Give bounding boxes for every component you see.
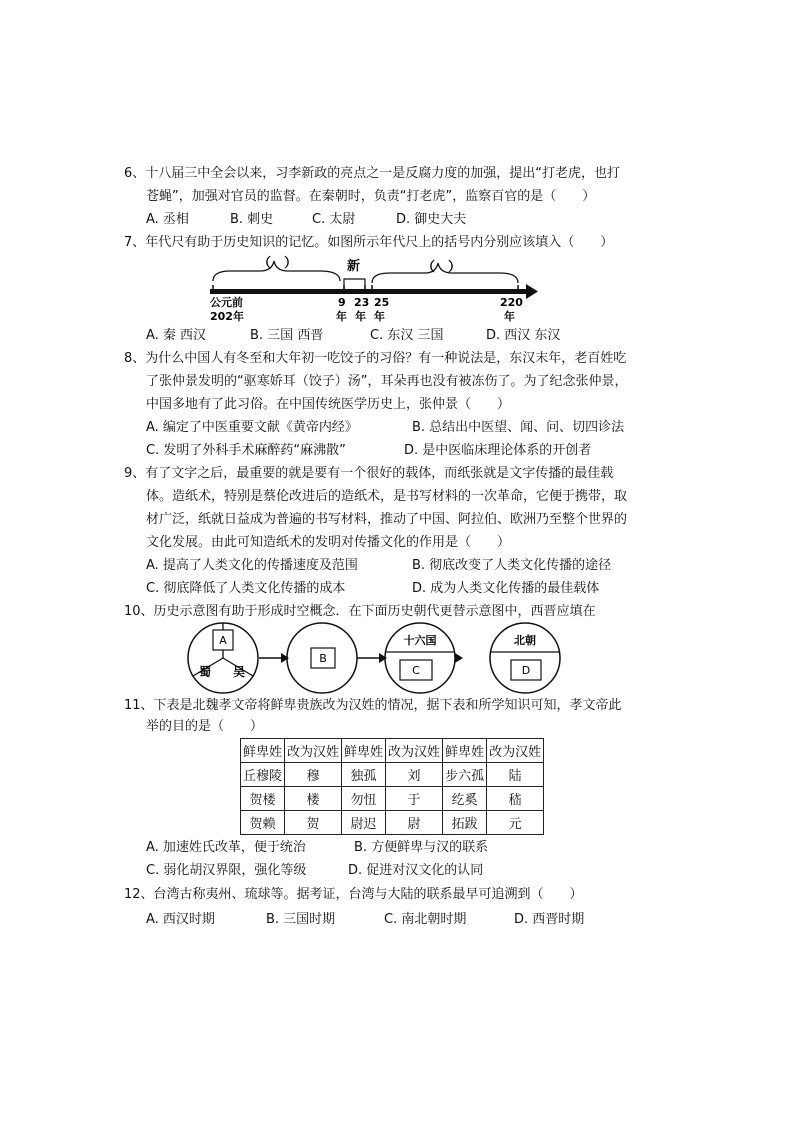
q11-option-a[interactable]: A. 加速姓氏改革，便于统治	[146, 840, 306, 855]
table-header-row	[241, 739, 544, 763]
q6-option-d[interactable]: D. 御史大夫	[396, 212, 467, 227]
q11-stem-line1: 11、下表是北魏孝文帝将鲜卑贵族改为汉姓的情况，据下表和所学知识可知，孝文帝此	[124, 698, 622, 713]
left-bracket-label: （ ）	[258, 256, 298, 271]
q7-stem-line1: 7、年代尺有助于历史知识的记忆。如图所示年代尺上的括号内分别应该填入（ ）	[124, 235, 614, 250]
timeline-tick-220-year: 年	[504, 310, 515, 323]
q9-stem-line3: 材广泛，纸就日益成为普遍的书写材料，推动了中国、阿拉伯、欧洲乃至整个世界的	[146, 512, 628, 527]
table-header-cell: 改为汉姓	[386, 739, 443, 763]
table-cell: 刘	[386, 763, 443, 787]
table-row	[241, 811, 544, 835]
timeline-axis	[210, 289, 528, 294]
q6-option-c[interactable]: C. 太尉	[312, 212, 356, 227]
q9-stem-line2: 体。造纸术，特别是蔡伦改进后的造纸术，是书写材料的一次革命，它便于携带，取	[146, 489, 628, 504]
q11-option-b[interactable]: B. 方便鲜卑与汉的联系	[354, 840, 489, 855]
box-a-label: A	[219, 634, 227, 647]
table-row	[241, 787, 544, 811]
table-cell: 穆	[285, 763, 342, 787]
surname-table	[240, 738, 544, 835]
table-cell: 贺楼	[241, 787, 285, 811]
label-wu: 吴	[232, 665, 246, 679]
q7-option-b[interactable]: B. 三国 西晋	[250, 328, 324, 343]
table-cell: 楼	[285, 787, 342, 811]
q6-stem-line2: 苍蝇”，加强对官员的监督。在秦朝时，负责“打老虎”，监察百官的是（ ）	[146, 189, 596, 204]
box-d-label: D	[521, 664, 531, 677]
q8-option-a[interactable]: A. 编定了中医重要文献《黄帝内经》	[146, 420, 358, 435]
q8-option-b[interactable]: B. 总结出中医望、闻、问、切四诊法	[412, 420, 625, 435]
q6-option-b[interactable]: B. 刺史	[230, 212, 274, 227]
table-cell: 纥奚	[443, 787, 487, 811]
timeline-arrowhead	[526, 284, 538, 299]
q9-stem-line4: 文化发展。由此可知造纸术的发明对传播文化的作用是（ ）	[146, 535, 511, 550]
q7-option-c[interactable]: C. 东汉 三国	[370, 328, 444, 343]
q12-option-d[interactable]: D. 西晋时期	[514, 912, 585, 927]
table-cell: 拓跋	[443, 811, 487, 835]
timeline-tick-9: 9	[338, 296, 346, 309]
q8-stem-line3: 中国多地有了此习俗。在中国传统医学历史上，张仲景（ ）	[146, 397, 511, 412]
table-cell: 陆	[487, 763, 544, 787]
box-c-label: C	[412, 664, 420, 677]
table-cell: 勿忸	[342, 787, 386, 811]
table-header-cell: 鲜卑姓	[241, 739, 285, 763]
table-header-cell: 改为汉姓	[487, 739, 544, 763]
q7-option-d[interactable]: D. 西汉 东汉	[486, 328, 561, 343]
table-cell: 尉迟	[342, 811, 386, 835]
q7-option-a[interactable]: A. 秦 西汉	[146, 328, 207, 343]
q11-option-d[interactable]: D. 促进对汉文化的认同	[348, 863, 484, 878]
timeline-tick-25-year: 年	[374, 310, 385, 323]
q12-stem-line1: 12、台湾古称夷州、琉球等。据考证，台湾与大陆的联系最早可追溯到（ ）	[124, 887, 583, 902]
table-cell: 元	[487, 811, 544, 835]
table-row	[241, 763, 544, 787]
table-header-cell: 鲜卑姓	[443, 739, 487, 763]
right-bracket-label: （ ）	[422, 260, 462, 275]
q10-stem-line1: 10、历史示意图有助于形成时空概念．在下面历史朝代更替示意图中，西晋应填在	[124, 604, 596, 619]
box-b-label: B	[319, 652, 327, 665]
q9-option-c[interactable]: C. 彻底降低了人类文化传播的成本	[146, 581, 346, 596]
q9-option-a[interactable]: A. 提高了人类文化的传播速度及范围	[146, 558, 358, 573]
q12-option-b[interactable]: B. 三国时期	[266, 912, 336, 927]
timeline-tick-23-year: 年	[355, 310, 366, 323]
q12-option-a[interactable]: A. 西汉时期	[146, 912, 215, 927]
q8-stem-line1: 8、为什么中国人有冬至和大年初一吃饺子的习俗？有一种说法是，东汉末年，老百姓吃	[124, 351, 627, 366]
timeline-start-label-1: 公元前	[210, 296, 243, 309]
table-header-cell: 鲜卑姓	[342, 739, 386, 763]
table-header-cell: 改为汉姓	[285, 739, 342, 763]
label-shu: 蜀	[198, 665, 212, 679]
label-northern-dynasties: 北朝	[514, 634, 536, 647]
table-cell: 于	[386, 787, 443, 811]
dynasty-diagram	[185, 620, 567, 696]
q9-option-b[interactable]: B. 彻底改变了人类文化传播的途径	[412, 558, 612, 573]
timeline-start-label-2: 202年	[210, 310, 244, 323]
timeline-figure	[200, 255, 545, 325]
table-cell: 尉	[386, 811, 443, 835]
q12-option-c[interactable]: C. 南北朝时期	[384, 912, 467, 927]
table-cell: 贺	[285, 811, 342, 835]
q9-option-d[interactable]: D. 成为人类文化传播的最佳载体	[412, 581, 600, 596]
table-cell: 嵇	[487, 787, 544, 811]
timeline-tick-23: 23	[354, 296, 370, 309]
table-cell: 步六孤	[443, 763, 487, 787]
table-cell: 丘穆陵	[241, 763, 285, 787]
xin-label: 新	[347, 259, 361, 274]
table-cell: 贺赖	[241, 811, 285, 835]
q8-stem-line2: 了张仲景发明的“驱寒娇耳（饺子）汤”，耳朵再也没有被冻伤了。为了纪念张仲景，	[146, 374, 628, 389]
label-sixteen-kingdoms: 十六国	[403, 634, 437, 647]
q8-option-d[interactable]: D. 是中医临床理论体系的开创者	[404, 443, 592, 458]
timeline-tick-9-year: 年	[336, 310, 347, 323]
q6-stem-line1: 6、十八届三中全会以来，习李新政的亮点之一是反腐力度的加强，提出“打老虎，也打	[124, 166, 621, 181]
timeline-tick-220: 220	[500, 296, 523, 309]
table-cell: 独孤	[342, 763, 386, 787]
timeline-tick-25: 25	[374, 296, 390, 309]
q9-stem-line1: 9、有了文字之后，最重要的就是要有一个很好的载体，而纸张就是文字传播的最佳载	[124, 466, 614, 481]
q6-option-a[interactable]: A. 丞相	[146, 212, 189, 227]
q8-option-c[interactable]: C. 发明了外科手术麻醉药“麻沸散”	[146, 443, 346, 458]
q11-option-c[interactable]: C. 弱化胡汉界限，强化等级	[146, 863, 307, 878]
q11-stem-line2: 举的目的是（ ）	[146, 719, 264, 734]
